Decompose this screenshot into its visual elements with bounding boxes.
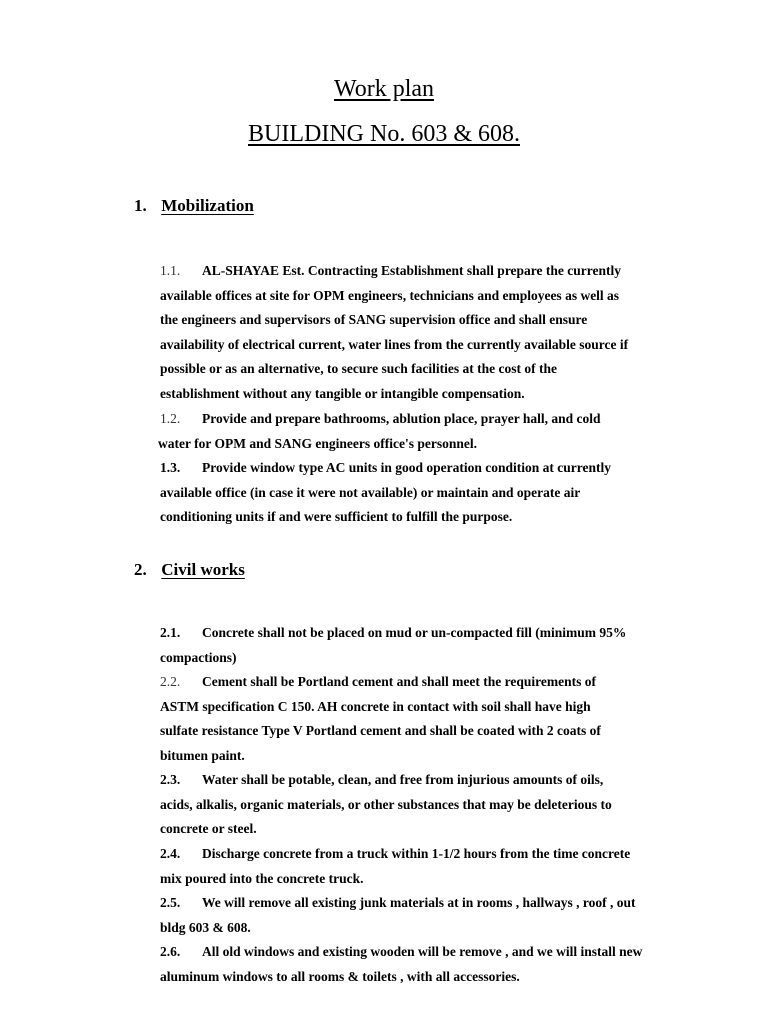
item-number: 2.2. (160, 674, 181, 689)
section-heading-civil-works (134, 560, 245, 580)
item-text-line: mix poured into the concrete truck. (160, 870, 364, 886)
item-text-line: aluminum windows to all rooms & toilets , with all accessories. (160, 968, 520, 984)
item-text-line: acids, alkalis, organic materials, or other substances that may be deleterious to (160, 796, 612, 812)
item-text-line: bldg 603 & 608. (160, 919, 251, 935)
item-text-line: available offices at site for OPM engineers, technicians and employees as well as (160, 287, 620, 303)
item-text-line: Cement shall be Portland cement and shall meet the requirements of (202, 674, 596, 689)
item-number: 1.1. (160, 263, 181, 278)
item-2-4 (160, 842, 680, 891)
item-text-line: possible or as an alternative, to secure such facilities at the cost of the (160, 361, 557, 376)
section-title: Civil works (161, 560, 245, 579)
section-number: 1. (134, 196, 147, 215)
item-text-line: water for OPM and SANG engineers office's personnel. (158, 435, 477, 451)
item-text-line: concrete or steel. (160, 821, 257, 836)
item-number: 2.4. (160, 846, 181, 861)
item-2-3 (160, 768, 680, 842)
item-2-5 (160, 891, 680, 940)
item-text-line: establishment without any tangible or intangible compensation. (160, 385, 525, 401)
document-title: Work plan (333, 76, 435, 102)
item-number: 2.6. (160, 944, 181, 959)
item-number: 1.3. (160, 460, 181, 475)
item-number: 1.2. (160, 411, 181, 426)
item-number: 2.1. (160, 625, 181, 640)
section-number: 2. (134, 560, 147, 579)
item-text-line: All old windows and existing wooden will be remove , and we will install new (202, 944, 643, 959)
item-text-line: Water shall be potable, clean, and free from injurious amounts of oils, (202, 772, 604, 787)
item-text-line: We will remove all existing junk materials at in rooms , hallways , roof , out (202, 895, 636, 910)
item-number: 2.3. (160, 772, 181, 787)
item-text-line: available office (in case it were not available) or maintain and operate air (160, 484, 581, 500)
section-heading-mobilization (134, 196, 254, 216)
item-1-2 (158, 407, 678, 456)
item-text-line: ASTM specification C 150. AH concrete in contact with soil shall have high (160, 698, 591, 714)
item-text-line: AL-SHAYAE Est. Contracting Establishment shall prepare the currently (202, 263, 622, 278)
item-text-line: the engineers and supervisors of SANG supervision office and shall ensure (160, 312, 588, 327)
item-2-2 (160, 670, 680, 768)
item-text-line: Provide window type AC units in good operation condition at currently (202, 460, 612, 475)
item-text-line: compactions) (160, 649, 237, 665)
item-1-1 (160, 259, 680, 406)
item-text-line: Discharge concrete from a truck within 1-1/2 hours from the time concrete (202, 846, 631, 861)
document-subtitle: BUILDING No. 603 & 608. (248, 121, 520, 147)
item-number: 2.5. (160, 895, 181, 910)
section-title: Mobilization (161, 196, 254, 215)
item-text-line: Concrete shall not be placed on mud or un-compacted fill (minimum 95% (202, 625, 627, 640)
item-text-line: availability of electrical current, water lines from the currently available source if (160, 336, 629, 352)
item-text-line: bitumen paint. (160, 747, 245, 763)
item-text-line: sulfate resistance Type V Portland cement and shall be coated with 2 coats of (160, 723, 601, 738)
item-text-line: conditioning units if and were sufficient to fulfill the purpose. (160, 509, 513, 524)
item-text-line: Provide and prepare bathrooms, ablution place, prayer hall, and cold (202, 411, 601, 426)
item-2-6 (160, 940, 680, 989)
item-2-1 (160, 621, 680, 670)
item-1-3 (160, 456, 680, 530)
